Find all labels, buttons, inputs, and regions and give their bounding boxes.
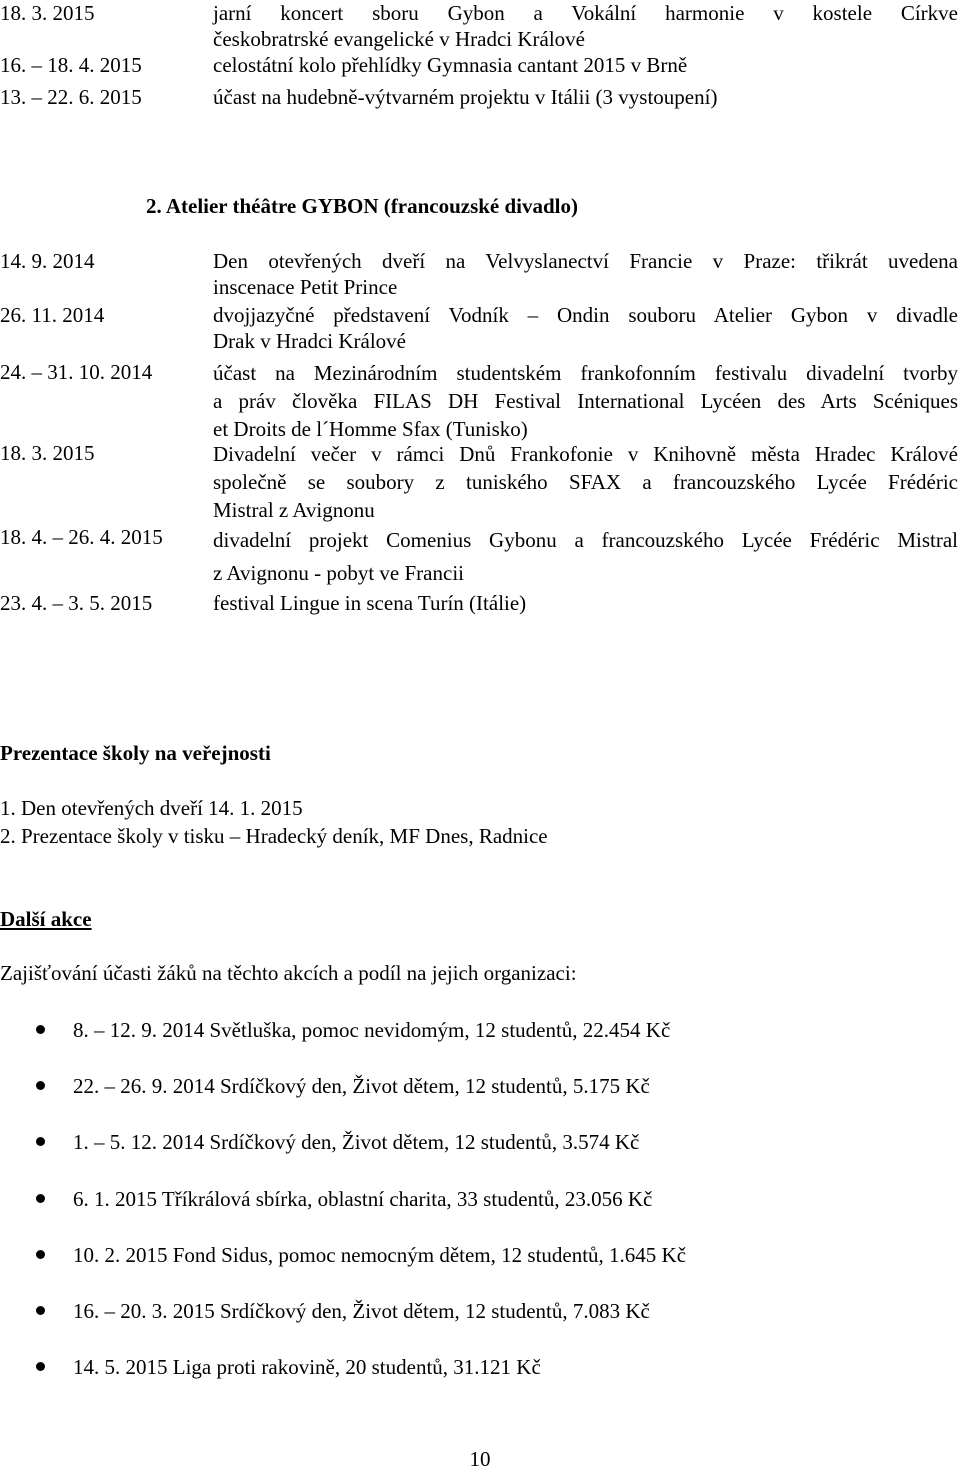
event-description: [213, 248, 958, 300]
section-heading-atelier: 2. Atelier théâtre GYBON (francouzské divadlo): [146, 194, 579, 218]
event-line: Drak v Hradci Králové: [213, 329, 406, 353]
list-item: [0, 1073, 960, 1099]
event-line: divadelní projekt Comenius Gybonu a francouzského Lycée Frédéric Mistral: [213, 528, 958, 552]
list-item-text: 1. – 5. 12. 2014 Srdíčkový den, Život dětem, 12 studentů, 3.574 Kč: [73, 1130, 640, 1154]
event-description: [213, 84, 958, 110]
list-item: [0, 1186, 960, 1212]
bullet-icon: [36, 1025, 45, 1034]
section-heading-dalsi: Další akce: [0, 907, 92, 931]
event-date: 26. 11. 2014: [0, 303, 105, 327]
event-line: dvojjazyčné představení Vodník – Ondin souboru Atelier Gybon v divadle: [213, 303, 958, 327]
event-line: a práv člověka FILAS DH Festival International Lycéen des Arts Scéniques: [213, 389, 958, 413]
event-line: společně se soubory z tuniského SFAX a francouzského Lycée Frédéric: [213, 470, 958, 494]
event-line: českobratrské evangelické v Hradci Králové: [213, 27, 585, 51]
event-line: účast na Mezinárodním studentském frankofonním festivalu divadelní tvorby: [213, 361, 958, 385]
list-item: [0, 1242, 960, 1268]
event-description: [213, 590, 958, 616]
intro-text: Zajišťování účasti žáků na těchto akcích a podíl na jejich organizaci:: [0, 961, 577, 985]
event-date: 18. 4. – 26. 4. 2015: [0, 525, 163, 549]
event-description: [213, 0, 958, 52]
event-description: [213, 52, 958, 78]
event-line: celostátní kolo přehlídky Gymnasia cantant 2015 v Brně: [213, 53, 688, 77]
page-number: 10: [469, 1447, 491, 1471]
event-description: [213, 302, 958, 354]
event-description: [213, 440, 958, 524]
event-line: inscenace Petit Prince: [213, 275, 398, 299]
list-item-text: 14. 5. 2015 Liga proti rakovině, 20 studentů, 31.121 Kč: [73, 1355, 541, 1379]
list-item-text: 16. – 20. 3. 2015 Srdíčkový den, Život dětem, 12 studentů, 7.083 Kč: [73, 1299, 650, 1323]
event-line: et Droits de l´Homme Sfax (Tunisko): [213, 417, 528, 441]
event-line: účast na hudebně-výtvarném projektu v Itálii (3 vystoupení): [213, 85, 718, 109]
list-item: [0, 1298, 960, 1324]
bullet-icon: [36, 1306, 45, 1315]
list-item-text: 22. – 26. 9. 2014 Srdíčkový den, Život dětem, 12 studentů, 5.175 Kč: [73, 1074, 650, 1098]
event-line: jarní koncert sboru Gybon a Vokální harmonie v kostele Církve: [213, 1, 958, 25]
list-item: 1. Den otevřených dveří 14. 1. 2015: [0, 796, 303, 820]
bullet-icon: [36, 1194, 45, 1203]
event-date: 24. – 31. 10. 2014: [0, 360, 153, 384]
list-item-text: 6. 1. 2015 Tříkrálová sbírka, oblastní charita, 33 studentů, 23.056 Kč: [73, 1187, 653, 1211]
event-line: z Avignonu - pobyt ve Francii: [213, 561, 464, 585]
event-line: Mistral z Avignonu: [213, 498, 375, 522]
list-item: [0, 1354, 960, 1380]
bullet-icon: [36, 1081, 45, 1090]
event-line: Den otevřených dveří na Velvyslanectví Francie v Praze: třikrát uvedena: [213, 249, 958, 273]
event-date: 14. 9. 2014: [0, 249, 95, 273]
bullet-icon: [36, 1250, 45, 1259]
list-item-text: 10. 2. 2015 Fond Sidus, pomoc nemocným dětem, 12 studentů, 1.645 Kč: [73, 1243, 687, 1267]
list-item: [0, 1017, 960, 1043]
list-item-text: 8. – 12. 9. 2014 Světluška, pomoc nevidomým, 12 studentů, 22.454 Kč: [73, 1018, 671, 1042]
list-item: [0, 1129, 960, 1155]
event-line: Divadelní večer v rámci Dnů Frankofonie v Knihovně města Hradec Králové: [213, 442, 958, 466]
event-date: 16. – 18. 4. 2015: [0, 53, 142, 77]
event-description: [213, 524, 958, 590]
event-date: 23. 4. – 3. 5. 2015: [0, 591, 153, 615]
section-heading-prezentace: Prezentace školy na veřejnosti: [0, 741, 271, 765]
list-item: 2. Prezentace školy v tisku – Hradecký deník, MF Dnes, Radnice: [0, 824, 548, 848]
bullet-icon: [36, 1362, 45, 1371]
bullet-icon: [36, 1137, 45, 1146]
event-date: 13. – 22. 6. 2015: [0, 85, 142, 109]
event-line: festival Lingue in scena Turín (Itálie): [213, 591, 527, 615]
event-date: 18. 3. 2015: [0, 1, 95, 25]
event-date: 18. 3. 2015: [0, 441, 95, 465]
event-description: [213, 359, 958, 443]
